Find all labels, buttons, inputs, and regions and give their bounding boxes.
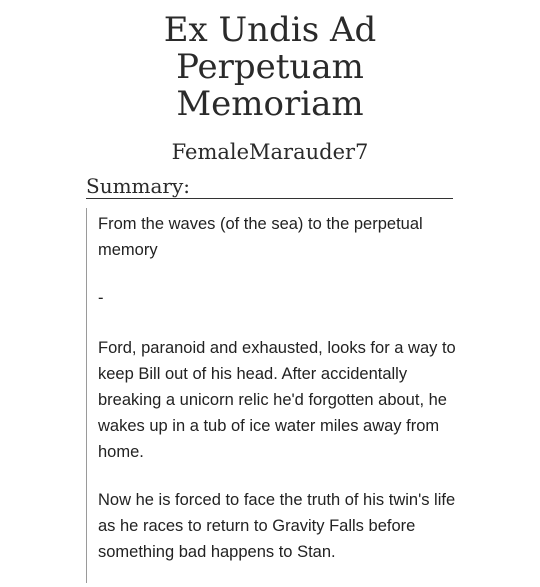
- summary-separator: -: [98, 289, 104, 307]
- author-link[interactable]: FemaleMarauder7: [171, 140, 369, 164]
- summary-paragraph: Ford, paranoid and exhausted, looks for a way to keep Bill out of his head. After accidentally breaking a unicorn relic he'd forgotten about, he wakes up in a tub of ice water miles away from home.: [98, 339, 456, 461]
- work-title: [0, 12, 540, 123]
- work-title-line: Memoriam: [176, 84, 364, 124]
- work-title-line: Ex Undis Ad: [163, 10, 377, 50]
- blockquote-rule: [86, 208, 87, 583]
- summary-heading: Summary:: [86, 174, 453, 199]
- summary-blockquote: [98, 211, 458, 587]
- summary-paragraph: Now he is forced to face the truth of his twin's life as he races to return to Gravity Falls before something bad happens to Stan.: [98, 491, 456, 561]
- work-title-line: Perpetuam: [176, 47, 364, 87]
- summary-paragraph: From the waves (of the sea) to the perpetual memory: [98, 215, 423, 259]
